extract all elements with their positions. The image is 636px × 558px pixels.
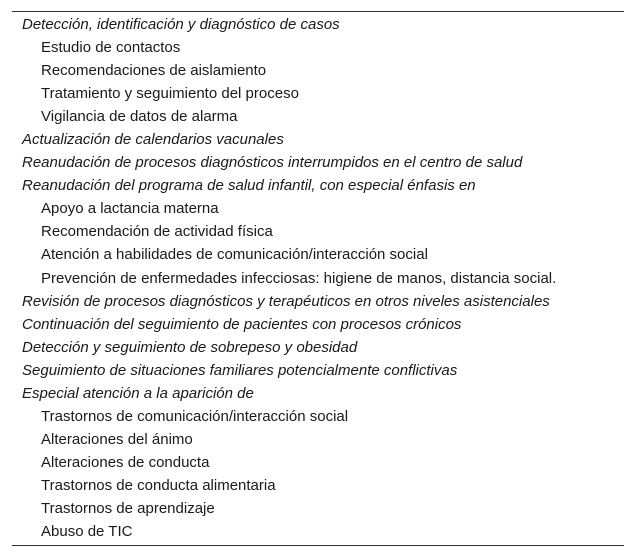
section-heading: Reanudación del programa de salud infantil, con especial énfasis en [22,177,476,195]
table-rows [12,13,624,543]
section-heading: Especial atención a la aparición de [22,384,254,402]
section-heading: Detección y seguimiento de sobrepeso y obesidad [22,338,358,356]
sub-item: Trastornos de aprendizaje [41,499,215,517]
sub-item: Recomendaciones de aislamiento [41,62,267,80]
sub-item: Abuso de TIC [41,523,133,541]
recommendations-table [12,11,624,546]
sub-item: Trastornos de comunicación/interacción social [41,407,349,425]
sub-item: Recomendación de actividad física [41,223,273,241]
sub-item: Vigilancia de datos de alarma [41,108,238,126]
sub-item: Trastornos de conducta alimentaria [41,476,276,494]
section-heading: Continuación del seguimiento de pacientes con procesos crónicos [22,315,462,333]
sub-item: Alteraciones del ánimo [41,430,193,448]
sub-item: Prevención de enfermedades infecciosas: higiene de manos, distancia social. [41,269,557,287]
sub-item: Atención a habilidades de comunicación/interacción social [41,246,428,264]
section-heading: Reanudación de procesos diagnósticos interrumpidos en el centro de salud [22,154,523,172]
section-heading: Seguimiento de situaciones familiares potencialmente conflictivas [22,361,458,379]
sub-item: Tratamiento y seguimiento del proceso [41,85,299,103]
sub-item: Alteraciones de conducta [41,453,210,471]
section-heading: Revisión de procesos diagnósticos y terapéuticos en otros niveles asistenciales [22,292,550,310]
section-heading: Actualización de calendarios vacunales [22,131,284,149]
sub-item: Apoyo a lactancia materna [41,200,219,218]
section-heading: Detección, identificación y diagnóstico de casos [22,16,340,33]
sub-item: Estudio de contactos [41,39,181,57]
